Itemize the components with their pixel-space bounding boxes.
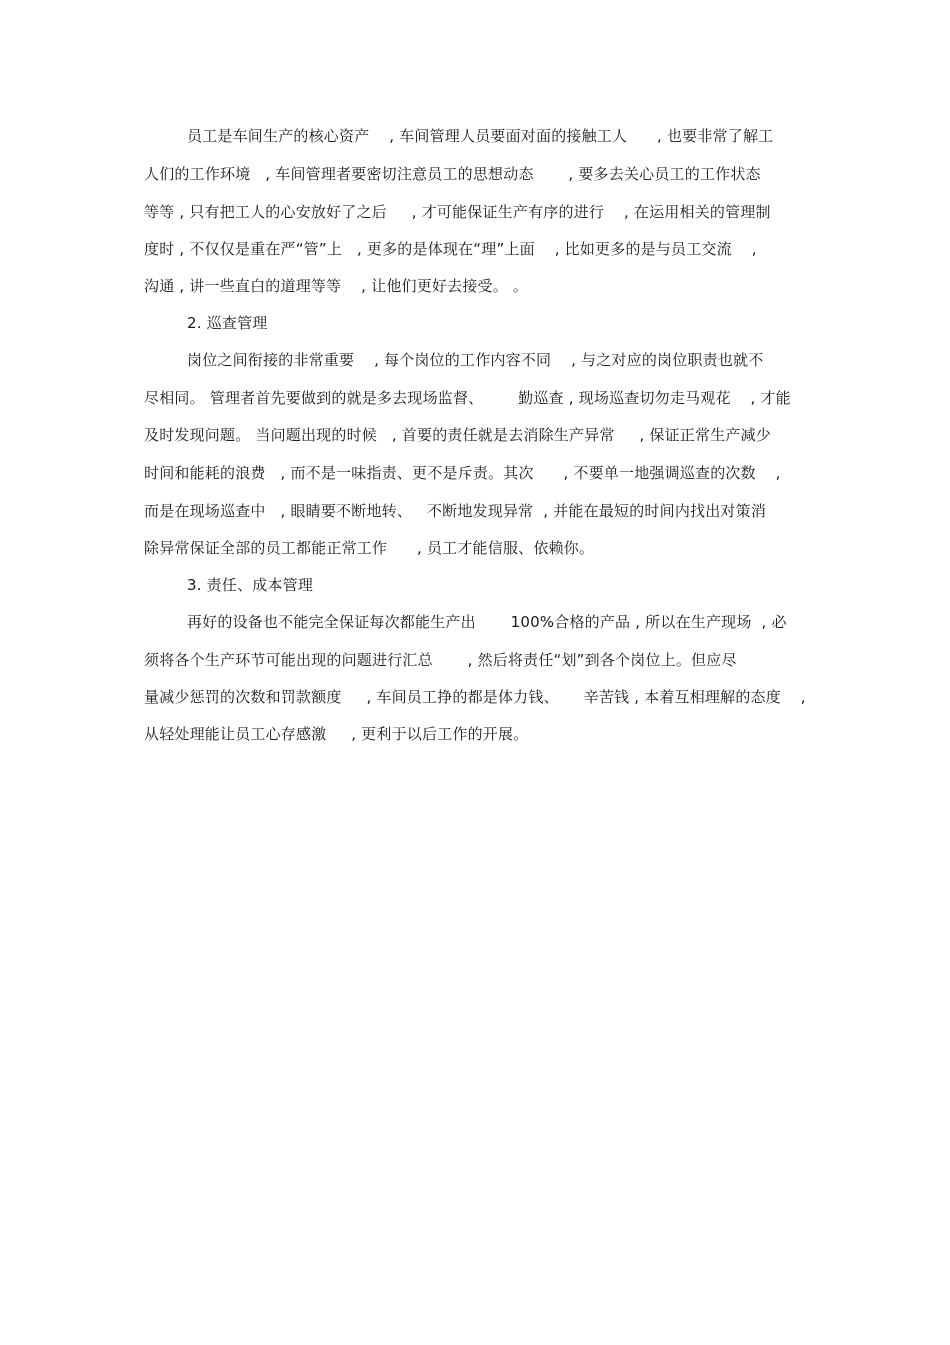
paragraph-line: 时间和能耗的浪费 , 而不是一味指责、更不是斥责。其次 , 不要单一地强调巡查的次数 , — [144, 464, 781, 482]
paragraph-line: 再好的设备也不能完全保证每次都能生产出 100%合格的产品 , 所以在生产现场 , 必 — [187, 613, 787, 631]
paragraph-line: 从轻处理能让员工心存感激 , 更利于以后工作的开展。 — [144, 725, 529, 743]
section-heading: 3. 责任、成本管理 — [187, 576, 314, 594]
paragraph-line: 人们的工作环境 , 车间管理者要密切注意员工的思想动态 , 要多去关心员工的工作状态 — [144, 165, 761, 183]
paragraph-line: 岗位之间衔接的非常重要 , 每个岗位的工作内容不同 , 与之对应的岗位职责也就不 — [187, 351, 764, 369]
paragraph-line: 量减少惩罚的次数和罚款额度 , 车间员工挣的都是体力钱、 辛苦钱 , 本着互相理解的态度 , — [144, 688, 806, 706]
paragraph-line: 而是在现场巡查中 , 眼睛要不断地转、 不断地发现异常 , 并能在最短的时间内找出对策消 — [144, 502, 767, 520]
paragraph-line: 及时发现问题。 当问题出现的时候 , 首要的责任就是去消除生产异常 , 保证正常生产减少 — [144, 426, 771, 444]
paragraph-line: 尽相同。 管理者首先要做到的就是多去现场监督、 勤巡查 , 现场巡查切勿走马观花 , 才能 — [144, 389, 791, 407]
paragraph-line: 除异常保证全部的员工都能正常工作 , 员工才能信服、依赖你。 — [144, 539, 595, 557]
paragraph-line: 员工是车间生产的核心资产 , 车间管理人员要面对面的接触工人 , 也要非常了解工 — [187, 127, 774, 145]
paragraph-line: 沟通 , 讲一些直白的道理等等 , 让他们更好去接受。 。 — [144, 277, 529, 295]
paragraph-line: 须将各个生产环节可能出现的问题进行汇总 , 然后将责任“划”到各个岗位上。但应尽 — [144, 651, 737, 669]
paragraph-line: 度时 , 不仅仅是重在严“管”上 , 更多的是体现在“理”上面 , 比如更多的是与员工交流 , — [144, 240, 757, 258]
paragraph-line: 等等 , 只有把工人的心安放好了之后 , 才可能保证生产有序的进行 , 在运用相关的管理制 — [144, 203, 771, 221]
section-heading: 2. 巡查管理 — [187, 314, 268, 332]
